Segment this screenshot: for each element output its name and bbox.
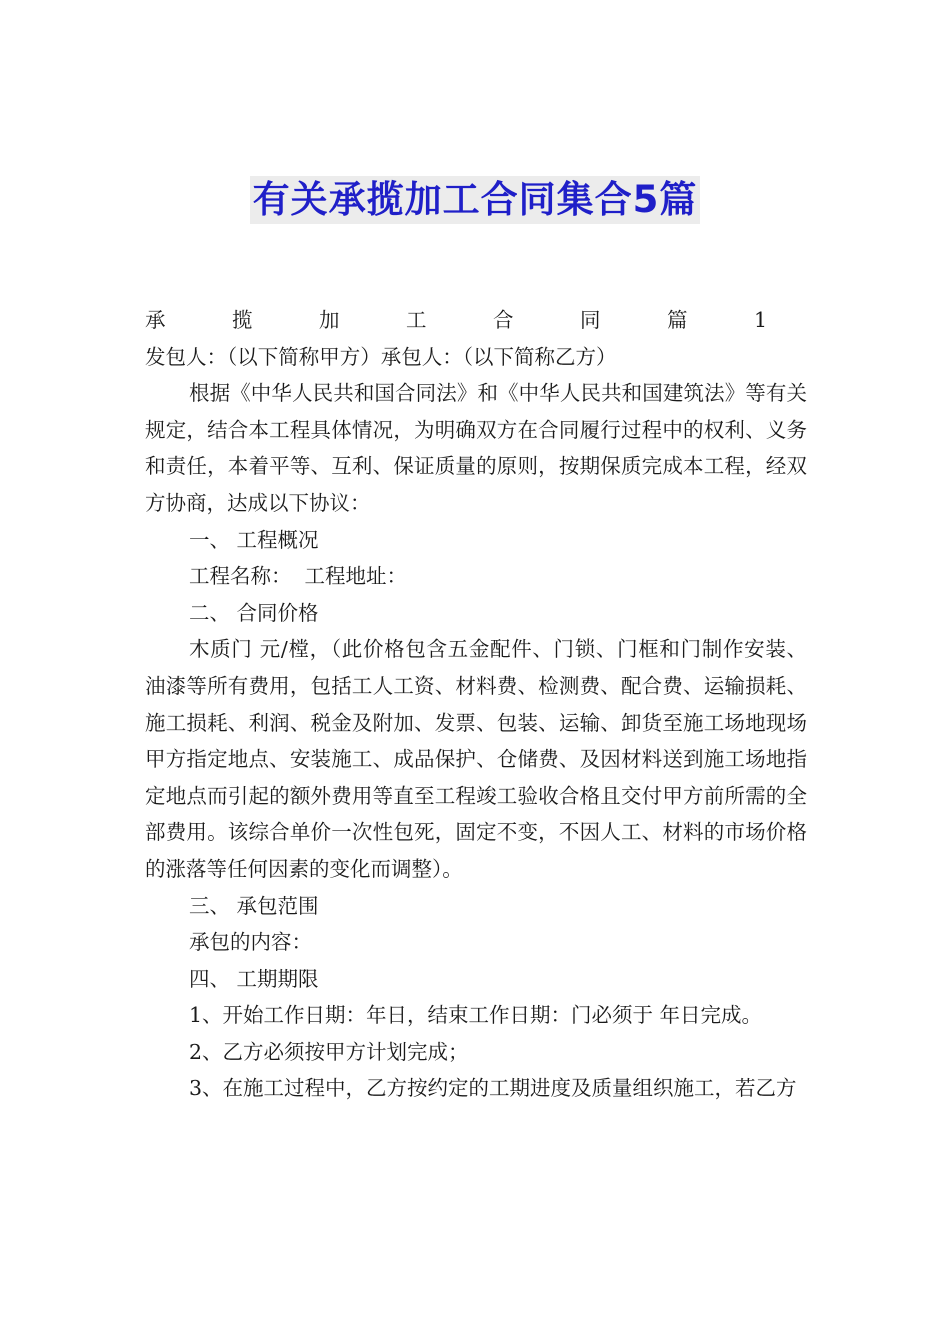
contract-section-label: 承揽加工合同篇1	[145, 308, 767, 332]
paragraph-duration-2: 2、乙方必须按甲方计划完成；	[189, 1039, 469, 1064]
paragraph-scope-content: 承包的内容：	[189, 930, 312, 955]
document-body	[145, 302, 807, 1107]
parties-line: 发包人：（以下简称甲方）承包人：（以下简称乙方）	[145, 344, 617, 369]
paragraph-duration-3: 3、在施工过程中，乙方按约定的工期进度及质量组织施工，若乙方	[189, 1076, 797, 1101]
heading-scope: 三、 承包范围	[189, 893, 319, 918]
paragraph-price-details: 木质门 元/樘，（此价格包含五金配件、门锁、门框和门制作安装、油漆等所有费用，包括工人工资、材料费、检测费、配合费、运输损耗、施工损耗、利润、税金及附加、发票、包装、运输、卸货至施工场地现场甲方指定地点、安装施工、成品保护、仓储费、及因材料送到施工场地指定地点而引起的额外费用等直至工程竣工验收合格且交付甲方前所需的全部费用。该综合单价一次性包死，固定不变，不因人工、材料的市场价格的涨落等任何因素的变化而调整）。	[145, 637, 807, 881]
heading-contract-price: 二、 合同价格	[189, 600, 319, 625]
document-title: 有关承揽加工合同集合5篇	[250, 176, 701, 224]
paragraph-project-name: 工程名称： 工程地址：	[189, 564, 408, 589]
heading-project-overview: 一、 工程概况	[189, 527, 319, 552]
paragraph-duration-1: 1、开始工作日期：年日，结束工作日期：门必须于 年日完成。	[189, 1003, 763, 1028]
title-container	[0, 176, 950, 224]
heading-duration: 四、 工期期限	[189, 966, 319, 991]
paragraph-preamble: 根据《中华人民共和国合同法》和《中华人民共和国建筑法》等有关规定，结合本工程具体情况，为明确双方在合同履行过程中的权利、义务和责任，本着平等、互利、保证质量的原则，按期保质完成本工程，经双方协商，达成以下协议：	[145, 381, 807, 515]
contract-header	[145, 302, 807, 375]
